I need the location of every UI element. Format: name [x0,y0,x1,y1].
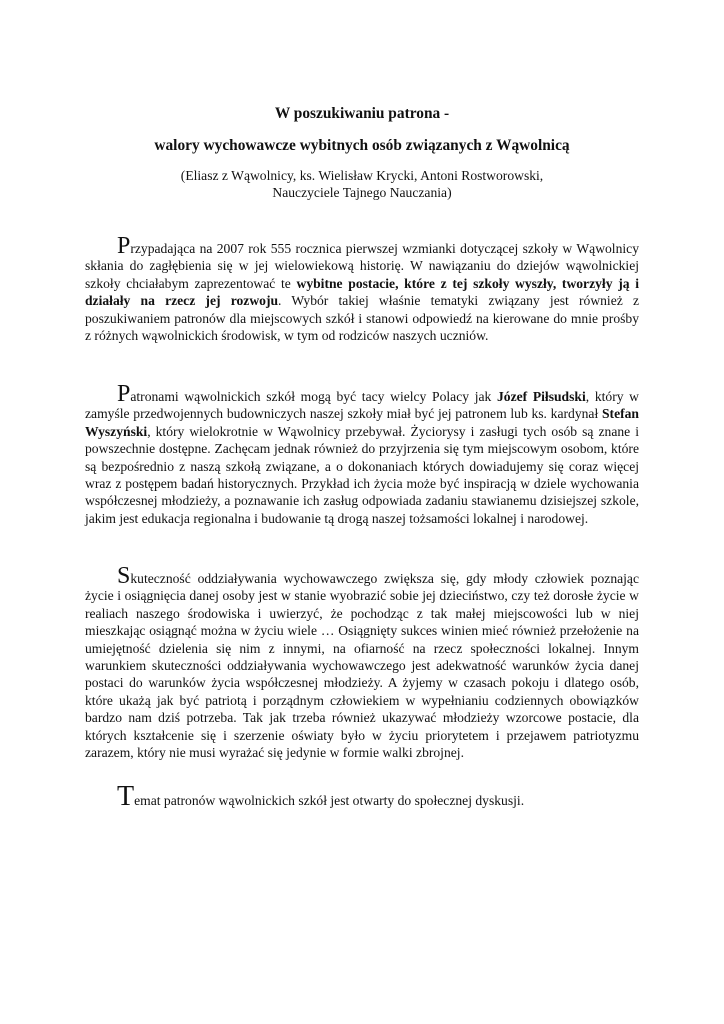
bold-name-wyszynski: Stefan Wyszyński [85,406,639,439]
paragraph-text: , który wielokrotnie w Wąwolnicy przebywał. Życiorysy i zasługi tych osób są znane i powszechnie dostępne. Zachęcam jednak również do przyjrzenia się tym miejscowym osobom, które są bezpośrednio z naszą szkołą związane, a o dokonaniach których dowiadujemy się coraz więcej wraz z postępem badań historycznych. Przykład ich życia może być inspiracją w dziele wychowania współczesnej młodzieży, a poznawanie ich zasług odpowiada zadaniu stawianemu dzisiejszej szkole, jakim jest edukacja regionalna i budowanie tą drogą naszej tożsamości lokalnej i narodowej. [85,423,639,526]
drop-initial: P [117,233,131,259]
subtitle [60,167,664,201]
paragraph-text: kuteczność oddziaływania wychowawczego zwiększa się, gdy młody człowiek poznając życie i osiągnięcia danej osoby jest w stanie wyobrazić sobie jej dzieciństwo, czy też dorosłe życie w realiach naszego środowiska i uwierzyć, że pochodząc z tak małej miejscowości lub w niej mieszkając osiągnąć można w życiu wiele … Osiągnięty sukces winien mieć również przełożenie na umiejętność dzielenia się nim z innymi, na ofiarność na rzecz społeczności lokalnej. Innym warunkiem skuteczności oddziaływania wychowawczego jest adekwatność warunków życia danej postaci do warunków życia współczesnej młodzieży. A żyjemy w czasach pokoju i dlatego osób, które ukażą jak być patriotą i porządnym człowiekiem w wypełnianiu codziennych obowiązków bardzo nam dziś potrzeba. Tak jak trzeba również ukazywać młodzieży wzorcowe postacie, dla których kształcenie się i szerzenie oświaty było w życiu priorytetem i przejawem patriotyzmu zarazem, który nie musi wyrażać się jedynie w formie walki zbrojnej. [85,571,639,761]
title-block [60,104,664,201]
paragraph-4 [85,781,639,812]
subtitle-line-1: (Eliasz z Wąwolnicy, ks. Wielisław Krycki, Antoni Rostworowski, [180,168,544,183]
page-title-line-2: walory wychowawcze wybitnych osób związanych z Wąwolnicą [154,137,570,154]
paragraph-text: . Wybór takiej właśnie tematyki związany jest również z poszukiwaniem patronów dla miejscowych szkół i stanowi odpowiedź na kierowane do mnie prośby z różnych wąwolnickich środowisk, w tym od rodziców naszych uczniów. [85,293,640,344]
bold-phrase: wybitne postacie, które z tej szkoły wyszły, tworzyły ją i działały na rzecz jej rozwoju [85,275,639,309]
bold-name-pilsudski: Józef Piłsudski [496,389,586,404]
drop-initial: P [117,381,131,407]
paragraph-1 [85,233,640,344]
paragraph-2 [85,381,640,527]
subtitle-line-2: Nauczyciele Tajnego Nauczania) [272,185,452,200]
paragraph-3 [85,563,639,761]
paragraph-text: atronami wąwolnickich szkół mogą być tacy wielcy Polacy jak [130,389,497,404]
drop-initial: S [117,563,131,589]
page-title: W poszukiwaniu patrona - [274,105,450,122]
paragraph-text: emat patronów wąwolnickich szkół jest otwarty do społecznej dyskusji. [134,793,525,808]
drop-initial: T [117,781,135,812]
paragraph-text: , który w zamyśle przedwojennych budowniczych naszej szkoły miał być jej patronem lub ks. kardynał [85,389,640,422]
paragraph-text: rzypadająca na 2007 rok 555 rocznica pierwszej wzmianki dotyczącej szkoły w Wąwolnicy skłania do zagłębienia się w jej wielowiekową historię. W nawiązaniu do dziejów wąwolnickiej szkoły chciałabym zaprezentować te [85,241,639,291]
